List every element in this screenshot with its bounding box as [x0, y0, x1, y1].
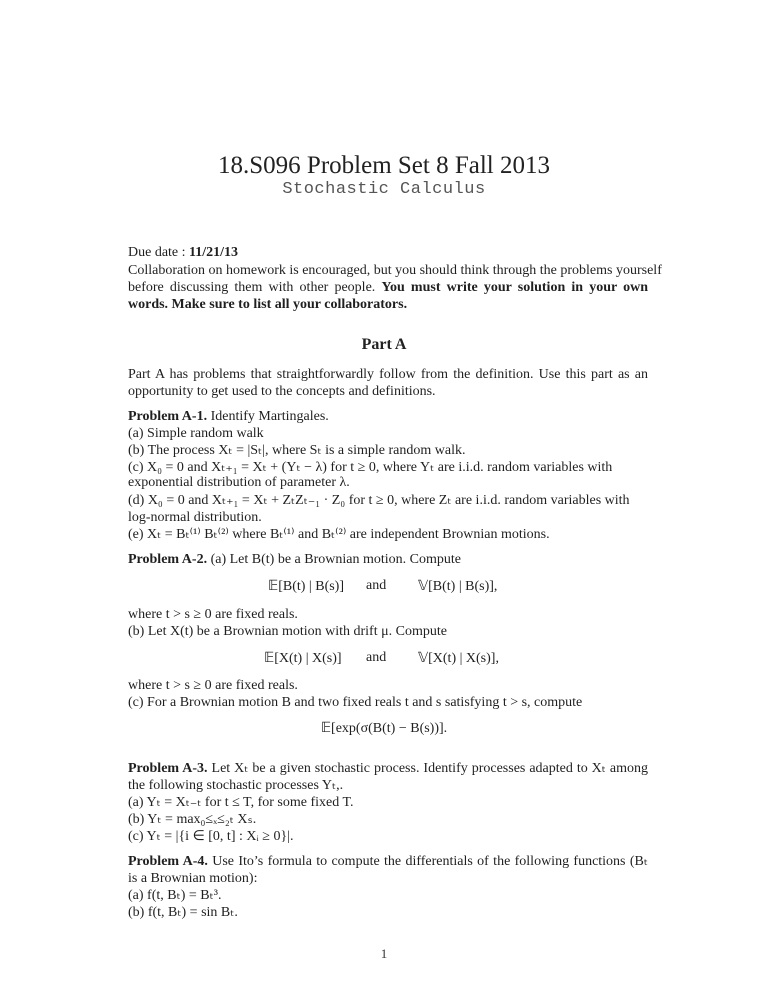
equation-and: and: [366, 578, 387, 593]
problem-a1-item-d-1: (d) X₀ = 0 and Xₜ₊₁ = Xₜ + ZₜZₜ₋₁ · Z₀ for t ≥ 0, where Zₜ are i.i.d. random variables with: [128, 493, 630, 508]
problem-text: Let Xₜ be a given stochastic process. Identify processes adapted to Xₜ among: [207, 761, 648, 776]
problem-a2-where-2: where t > s ≥ 0 are fixed reals.: [128, 678, 298, 693]
page-number: 1: [380, 946, 388, 961]
due-date-label: Due date :: [128, 245, 190, 260]
problem-a4-line-2: is a Brownian motion):: [128, 871, 258, 886]
part-a-desc-1: Part A has problems that straightforwardly follow from the definition. Use this part as an: [128, 367, 648, 382]
problem-a3-item-b: (b) Yₜ = max₀≤ₓ≤₂ₜ Xₛ.: [128, 812, 257, 827]
equation-and: and: [366, 650, 387, 665]
problem-a2-heading: [128, 551, 648, 568]
section-heading-part-a: Part A: [361, 336, 407, 353]
problem-title: Identify Martingales.: [207, 409, 329, 424]
problem-text: Use Ito’s formula to compute the differentials of the following functions (Bₜ: [207, 854, 648, 869]
due-date-value: 11/21/13: [189, 245, 239, 260]
problem-a1-item-b: (b) The process Xₜ = |Sₜ|, where Sₜ is a simple random walk.: [128, 443, 466, 458]
problem-a4-item-a: (a) f(t, Bₜ) = Bₜ³.: [128, 888, 222, 903]
problem-a1-item-c-1: (c) X₀ = 0 and Xₜ₊₁ = Xₜ + (Yₜ − λ) for t ≥ 0, where Yₜ are i.i.d. random variables with: [128, 460, 613, 475]
problem-a3-heading: [128, 760, 648, 777]
equation-variance-x: 𝕍[X(t) | X(s)],: [418, 651, 499, 666]
problem-a1-item-c-2: exponential distribution of parameter λ.: [128, 475, 350, 490]
problem-a1-item-e: (e) Xₜ = Bₜ⁽¹⁾ Bₜ⁽²⁾ where Bₜ⁽¹⁾ and Bₜ⁽²⁾ are independent Brownian motions.: [128, 527, 550, 542]
problem-a3-line-2: the following stochastic processes Yₜ,.: [128, 778, 344, 793]
problem-a4-item-b: (b) f(t, Bₜ) = sin Bₜ.: [128, 905, 238, 920]
problem-a2-where-1: where t > s ≥ 0 are fixed reals.: [128, 607, 298, 622]
problem-a1-item-a: (a) Simple random walk: [128, 426, 264, 441]
collab-text: before discussing them with other people.: [128, 280, 382, 295]
collab-line-1: Collaboration on homework is encouraged, but you should think through the problems yourself: [128, 263, 662, 278]
collab-bold-text: You must write your solution in your own: [381, 280, 648, 295]
problem-a3-item-c: (c) Yₜ = |{i ∈ [0, t] : Xᵢ ≥ 0}|.: [128, 829, 294, 844]
part-a-desc-2: opportunity to get used to the concepts and definitions.: [128, 384, 436, 399]
equation-expectation-x: 𝔼[X(t) | X(s)]: [264, 651, 342, 666]
problem-a4-heading: [128, 853, 648, 870]
problem-a2-item-b: (b) Let X(t) be a Brownian motion with drift μ. Compute: [128, 624, 447, 639]
equation-variance-b: 𝕍[B(t) | B(s)],: [418, 579, 498, 594]
collab-line-2: [128, 279, 648, 296]
document-subtitle: Stochastic Calculus: [282, 180, 486, 199]
problem-a1-heading: [128, 408, 648, 425]
problem-text: (a) Let B(t) be a Brownian motion. Compute: [207, 552, 461, 567]
problem-label: Problem A-1.: [128, 409, 208, 424]
equation-expectation-b: 𝔼[B(t) | B(s)]: [268, 579, 345, 594]
problem-a2-item-c: (c) For a Brownian motion B and two fixed reals t and s satisfying t > s, compute: [128, 695, 583, 710]
problem-label: Problem A-4.: [128, 854, 208, 869]
problem-a3-item-a: (a) Yₜ = Xₜ₋ₜ for t ≤ T, for some fixed T.: [128, 795, 354, 810]
problem-label: Problem A-3.: [128, 761, 208, 776]
equation-exp-expectation: 𝔼[exp(σ(B(t) − B(s))].: [320, 721, 448, 736]
problem-label: Problem A-2.: [128, 552, 208, 567]
due-date-line: [128, 244, 648, 261]
collab-line-3: words. Make sure to list all your collaborators.: [128, 297, 408, 312]
problem-a1-item-d-2: log-normal distribution.: [128, 510, 262, 525]
document-title: 18.S096 Problem Set 8 Fall 2013: [218, 152, 550, 179]
